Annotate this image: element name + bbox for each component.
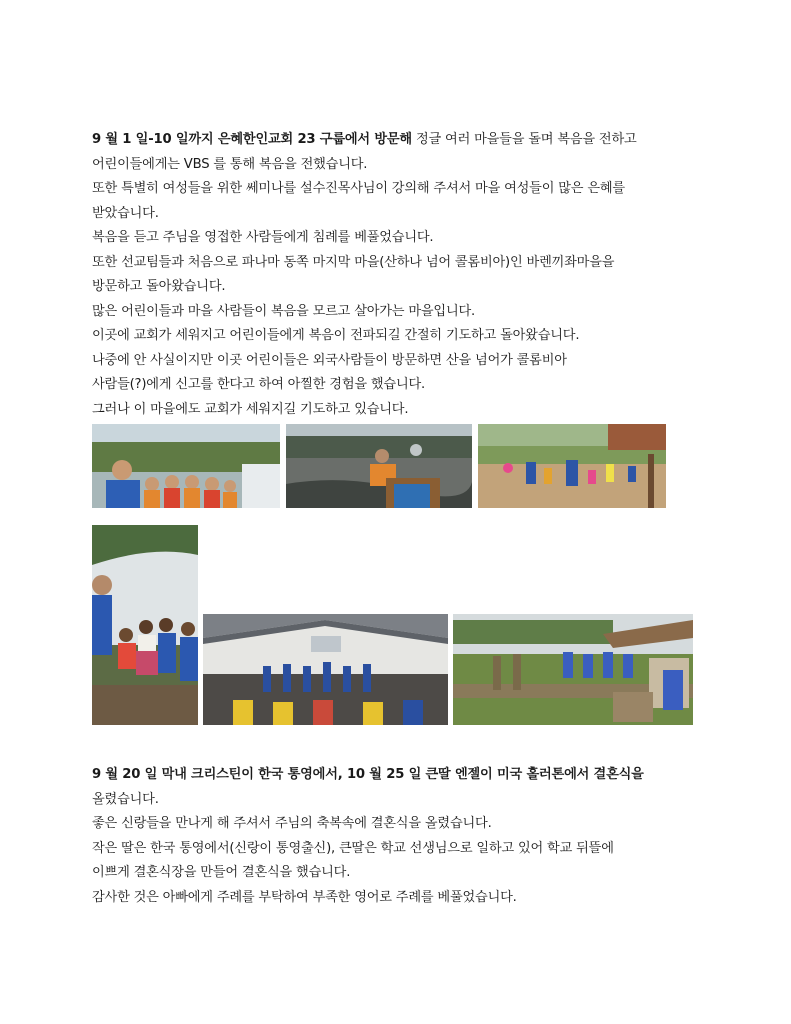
wedding-news-line: 작은 딸은 한국 통영에서(신랑이 통영출신), 큰딸은 학교 선생님으로 일하고 있어 학교 뒤뜰에 xyxy=(92,840,614,856)
photo-river-boat xyxy=(286,424,472,508)
mission-report-line: 또한 특별히 여성들을 위한 쎄미나를 설수진목사님이 강의해 주셔서 마을 여성들이 많은 은혜를 xyxy=(92,181,625,196)
mission-report-first-line xyxy=(92,128,712,153)
mission-report-line: 그러나 이 마을에도 교회가 세워지길 기도하고 있습니다. xyxy=(92,401,409,417)
photo-village-gathering xyxy=(453,614,693,725)
mission-report-line: 방문하고 돌아왔습니다. xyxy=(92,279,226,294)
wedding-news-line: 좋은 신랑들을 만나게 해 주셔서 주님의 축복속에 결혼식을 올렸습니다. xyxy=(92,816,492,831)
wedding-news-lead-bold: 9 월 20 일 막내 크리스틴이 한국 통영에서, 10 월 25 일 큰딸 엔젤이 미국 홀러톤에서 결혼식을 xyxy=(92,767,644,782)
mission-report-line: 이곳에 교회가 세워지고 어린이들에게 복음이 전파되길 간절히 기도하고 돌아왔습니다. xyxy=(92,328,580,343)
mission-report-line: 많은 어린이들과 마을 사람들이 복음을 모르고 살아가는 마을입니다. xyxy=(92,303,476,319)
mission-report-line: 나중에 안 사실이지만 이곳 어린이들은 외국사람들이 방문하면 산을 넘어가 콜롬비아 xyxy=(92,352,567,368)
wedding-news-line: 올렸습니다. xyxy=(92,791,159,807)
mission-report-line: 어린이들에게는 VBS 를 통해 복음을 전했습니다. xyxy=(92,156,368,172)
wedding-news-paragraph xyxy=(92,763,712,910)
mission-report-lead-rest: 정글 여러 마을들을 돌며 복음을 전하고 xyxy=(411,132,637,147)
mission-report-lead-bold: 9 월 1 일-10 일까지 은혜한인교회 23 구룹에서 방문해 xyxy=(92,132,412,147)
mission-report-line: 복음을 듣고 주님을 영접한 사람들에게 침례를 베풀었습니다. xyxy=(92,230,434,245)
photo-baptism-group xyxy=(92,525,198,725)
wedding-news-line: 이쁘게 결혼식장을 만들어 결혼식을 했습니다. xyxy=(92,865,351,880)
photo-village-kids-playing xyxy=(478,424,666,508)
mission-report-paragraph xyxy=(92,128,712,422)
mission-report-line: 또한 선교팀들과 처음으로 파나마 동쪽 마지막 마을(산하나 넘어 콜롬비아)인 바렌끼좌마을을 xyxy=(92,254,615,270)
mission-report-line: 사람들(?)에게 신고를 한다고 하여 아찔한 경험을 했습니다. xyxy=(92,377,426,392)
mission-report-line: 받았습니다. xyxy=(92,205,159,221)
wedding-news-line: 감사한 것은 아빠에게 주례를 부탁하여 부족한 영어로 주례를 베풀었습니다. xyxy=(92,889,517,905)
photo-church-service xyxy=(203,614,448,725)
photo-children-life-jackets xyxy=(92,424,280,508)
